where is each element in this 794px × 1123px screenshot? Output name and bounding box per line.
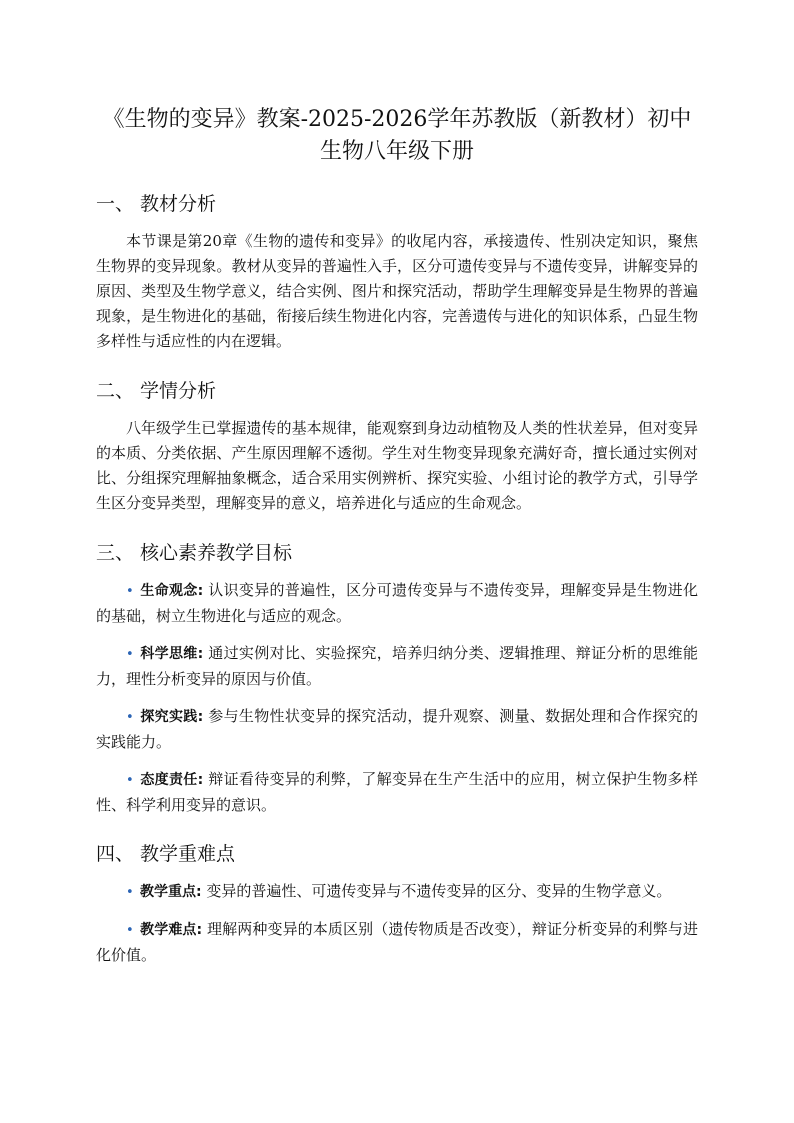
list-item	[96, 578, 698, 629]
item-label: 态度责任:	[140, 772, 204, 788]
section-key-difficult-points	[96, 840, 698, 968]
bullet-dot-icon: •	[126, 885, 134, 900]
bullet-dot-icon: •	[126, 647, 134, 662]
bullet-dot-icon: •	[126, 773, 134, 788]
item-label: 教学重点:	[140, 884, 202, 900]
item-text: 参与生物性状变异的探究活动，提升观察、测量、数据处理和合作探究的实践能力。	[96, 707, 698, 751]
item-label: 科学思维:	[140, 646, 204, 662]
bullet-dot-icon: •	[126, 710, 134, 725]
item-label: 生命观念:	[140, 583, 204, 599]
item-label: 教学难点:	[140, 922, 203, 938]
item-text: 理解两种变异的本质区别（遗传物质是否改变），辩证分析变异的利弊与进化价值。	[96, 920, 698, 964]
item-text: 通过实例对比、实验探究，培养归纳分类、逻辑推理、辩证分析的思维能力，理性分析变异的原因与价值。	[96, 644, 698, 688]
section-core-literacy-goals	[96, 539, 698, 818]
section-heading: 二、 学情分析	[96, 380, 217, 402]
section-heading: 三、 核心素养教学目标	[96, 542, 293, 564]
bullet-dot-icon: •	[126, 584, 134, 599]
item-text: 辩证看待变异的利弊，了解变异在生产生活中的应用，树立保护生物多样性、科学利用变异的意识。	[96, 770, 698, 814]
document-title: 《生物的变异》教案-2025-2026学年苏教版（新教材）初中生物八年级下册	[102, 107, 692, 164]
section-textbook-analysis	[96, 190, 698, 354]
item-text: 认识变异的普遍性，区分可遗传变异与不遗传变异，理解变异是生物进化的基础，树立生物进化与适应的观念。	[96, 581, 698, 625]
section-heading: 一、 教材分析	[96, 193, 217, 215]
list-item	[96, 704, 698, 755]
list-item	[96, 879, 698, 905]
section-paragraph: 本节课是第20章《生物的遗传和变异》的收尾内容，承接遗传、性别决定知识，聚焦生物界的变异现象。教材从变异的普遍性入手，区分可遗传变异与不遗传变异，讲解变异的原因、类型及生物学意义，结合实例、图片和探究活动，帮助学生理解变异是生物界的普遍现象，是生物进化的基础，衔接后续生物进化内容，完善遗传与进化的知识体系，凸显生物多样性与适应性的内在逻辑。	[96, 232, 698, 350]
item-label: 探究实践:	[140, 709, 204, 725]
bullet-dot-icon: •	[126, 923, 134, 938]
section-paragraph: 八年级学生已掌握遗传的基本规律，能观察到身边动植物及人类的性状差异，但对变异的本质、分类依据、产生原因理解不透彻。学生对生物变异现象充满好奇，擅长通过实例对比、分组探究理解抽象概念，适合采用实例辨析、探究实验、小组讨论的教学方式，引导学生区分变异类型，理解变异的意义，培养进化与适应的生命观念。	[96, 419, 698, 512]
item-text: 变异的普遍性、可遗传变异与不遗传变异的区分、变异的生物学意义。	[206, 882, 672, 900]
list-item	[96, 917, 698, 968]
list-item	[96, 641, 698, 692]
section-student-analysis	[96, 377, 698, 516]
section-heading: 四、 教学重难点	[96, 843, 236, 865]
document-page	[96, 104, 698, 968]
list-item	[96, 767, 698, 818]
